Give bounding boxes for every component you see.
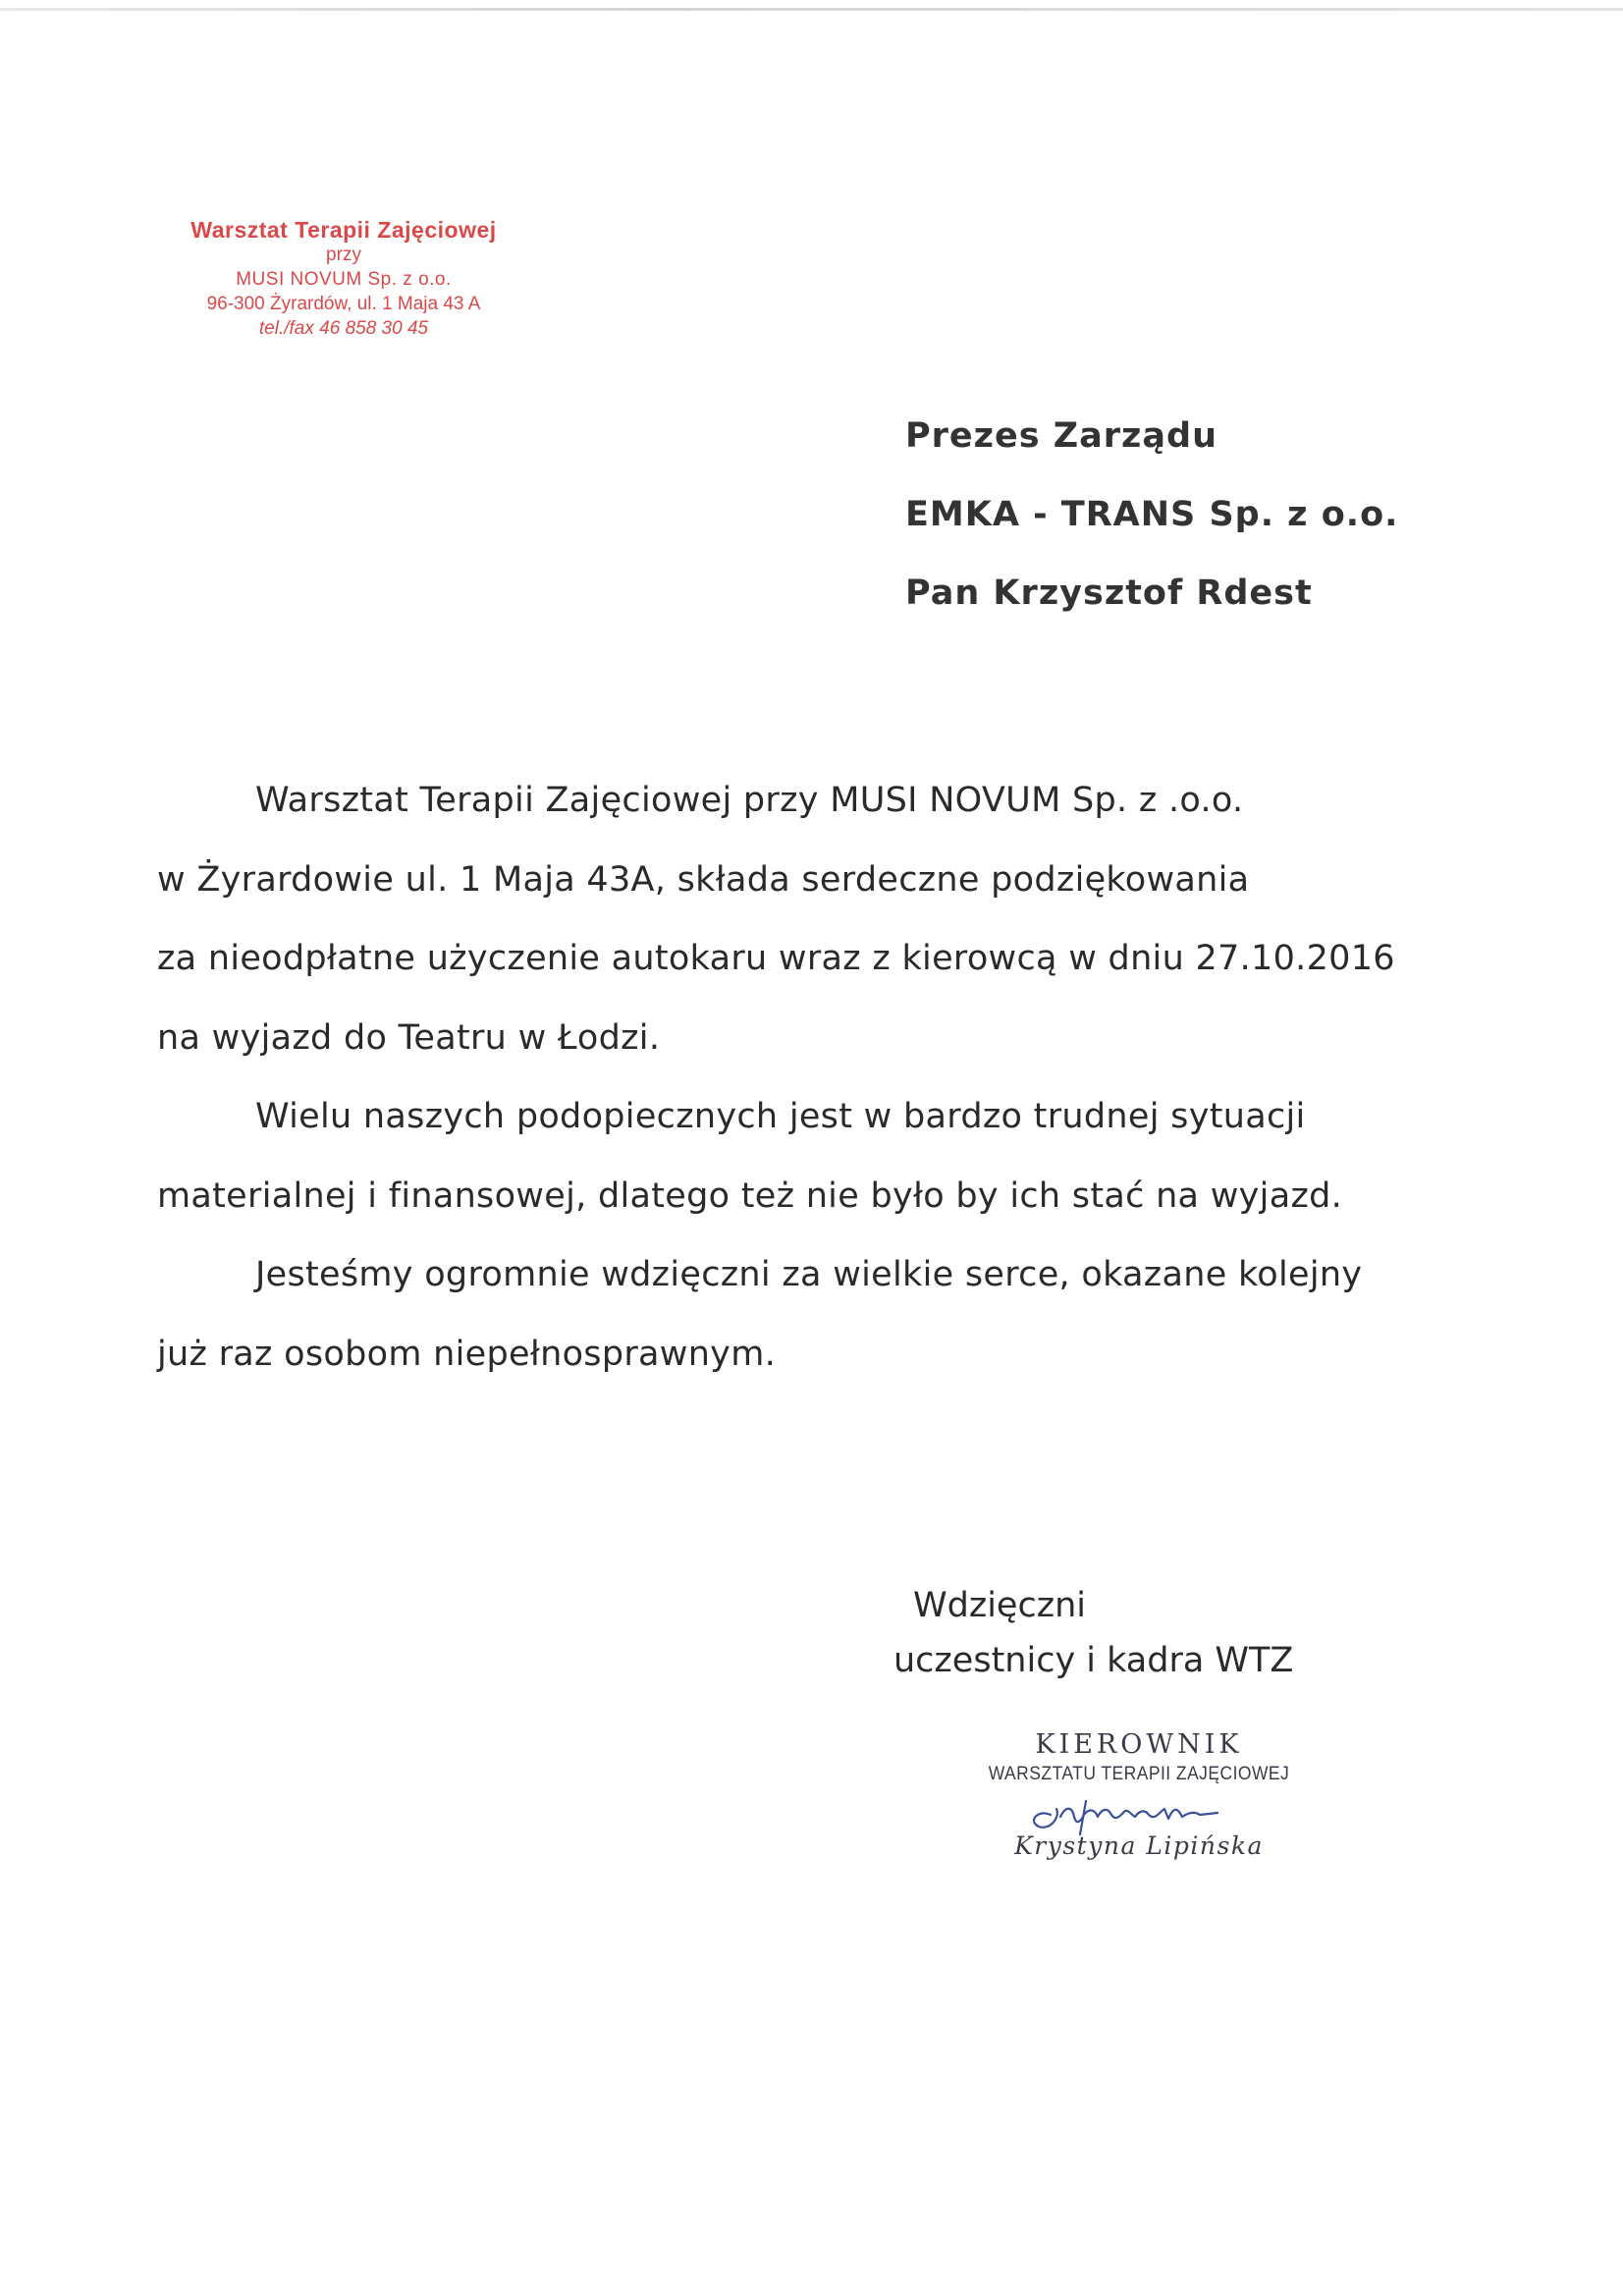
addressee-title: Prezes Zarządu <box>905 416 1217 456</box>
manager-stamp-title: KIEROWNIK <box>1035 1729 1243 1760</box>
addressee-block <box>905 412 1398 648</box>
body-line: Warsztat Terapii Zajęciowej przy MUSI NOVUM Sp. z .o.o. <box>255 781 1244 820</box>
manager-stamp <box>962 1728 1316 1862</box>
stamp-line-5: tel./fax 46 858 30 45 <box>258 318 429 339</box>
body-line: Jesteśmy ogromnie wdzięczni za wielkie serce, okazane kolejny <box>255 1255 1363 1294</box>
closing-line-2: uczestnicy i kadra WTZ <box>893 1641 1294 1680</box>
addressee-name: Pan Krzysztof Rdest <box>905 574 1313 613</box>
manager-stamp-unit: WARSZTATU TERAPII ZAJĘCIOWEJ <box>988 1764 1290 1784</box>
body-line: już raz osobom niepełnosprawnym. <box>157 1334 777 1374</box>
stamp-line-3: MUSI NOVUM Sp. z o.o. <box>236 269 452 290</box>
closing-line-1: Wdzięczni <box>913 1586 1086 1625</box>
scan-edge <box>0 8 1623 11</box>
body-line: na wyjazd do Teatru w Łodzi. <box>157 1017 661 1058</box>
body-line: za nieodpłatne użyczenie autokaru wraz z kierowcą w dniu 27.10.2016 <box>157 939 1395 978</box>
company-stamp <box>147 218 540 341</box>
body-line: materialnej i finansowej, dlatego też nie było by ich stać na wyjazd. <box>157 1175 1343 1216</box>
closing-block <box>893 1581 1293 1691</box>
stamp-line-2: przy <box>326 245 361 265</box>
addressee-company: EMKA - TRANS Sp. z o.o. <box>905 495 1399 534</box>
stamp-line-1: Warsztat Terapii Zajęciowej <box>190 217 497 243</box>
signature-icon <box>1021 1787 1257 1836</box>
body-line: Wielu naszych podopiecznych jest w bardzo trudnej sytuacji <box>255 1097 1306 1136</box>
letter-body <box>157 776 1453 1408</box>
body-line: w Żyrardowie ul. 1 Maja 43A, składa serdeczne podziękowania <box>157 859 1250 900</box>
handwritten-signature <box>962 1787 1316 1836</box>
manager-stamp-name: Krystyna Lipińska <box>1014 1831 1264 1860</box>
stamp-line-4: 96-300 Żyrardów, ul. 1 Maja 43 A <box>206 294 481 314</box>
